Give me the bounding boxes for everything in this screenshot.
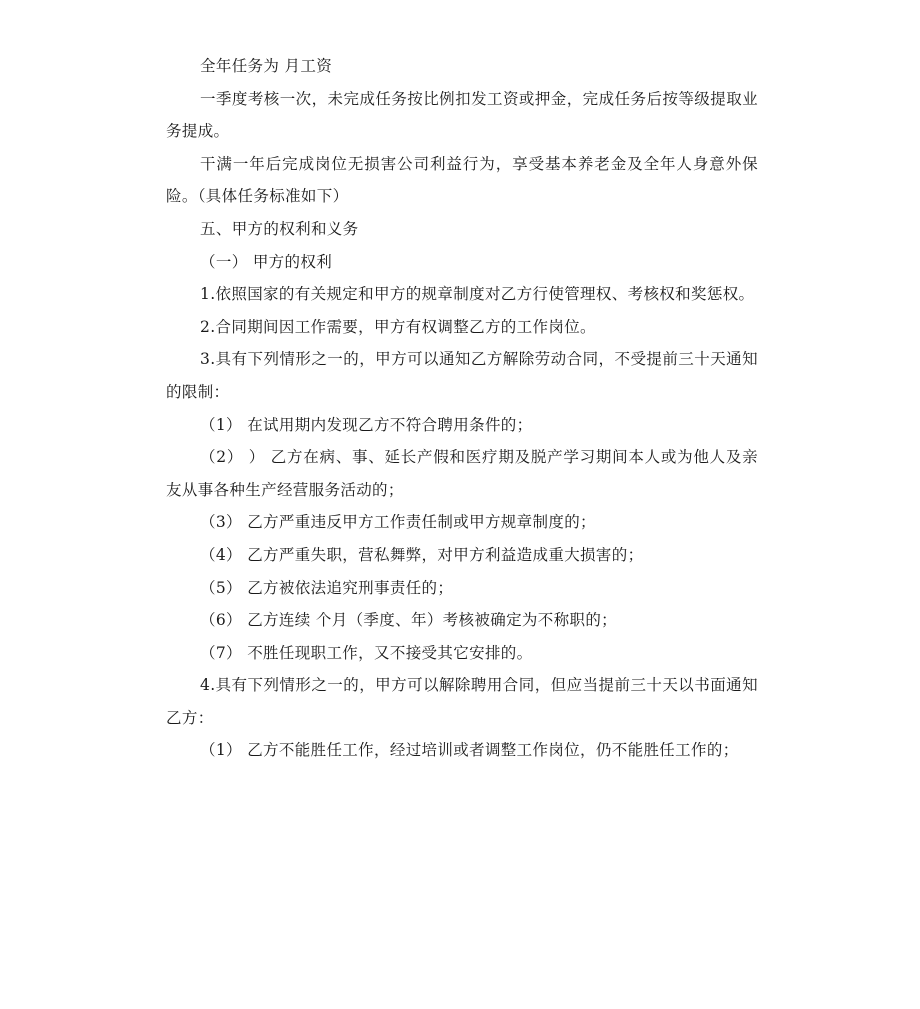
clause-3-item-5: （5） 乙方被依法追究刑事责任的； [200,578,454,597]
clause-4-item-1: （1） 乙方不能胜任工作，经过培训或者调整工作岗位，仍不能胜任工作的； [200,741,739,760]
document-body [166,50,758,767]
clause-3-termination-without-notice: 3.具有下列情形之一的，甲方可以通知乙方解除劳动合同，不受提前三十天通知的限制： [166,350,758,401]
clause-3-item-1: （1） 在试用期内发现乙方不符合聘用条件的； [200,415,533,434]
paragraph-quarterly-assessment: 一季度考核一次，未完成任务按比例扣发工资或押金，完成任务后按等级提取业务提成。 [166,89,758,141]
clause-2-adjust-position: 2.合同期间因工作需要，甲方有权调整乙方的工作岗位。 [200,317,596,336]
clause-3-item-3: （3） 乙方严重违反甲方工作责任制或甲方规章制度的； [200,513,596,532]
section-heading-party-a-rights-duties: 五、甲方的权利和义务 [200,219,359,238]
clause-3-item-6: （6） 乙方连续 个月（季度、年）考核被确定为不称职的； [200,611,618,630]
clause-3-item-2: （2） ） 乙方在病、事、延长产假和医疗期及脱产学习期间本人或为他人及亲友从事各种生产经营服务活动的； [166,448,758,499]
paragraph-annual-benefits: 干满一年后完成岗位无损害公司利益行为，享受基本养老金及全年人身意外保险。（具体任务标准如下） [166,154,758,206]
clause-1-management-rights: 1.依照国家的有关规定和甲方的规章制度对乙方行使管理权、考核权和奖惩权。 [200,285,755,304]
subsection-heading-party-a-rights: （一） 甲方的权利 [200,252,333,271]
clause-3-item-7: （7） 不胜任现职工作，又不接受其它安排的。 [200,643,533,662]
clause-4-termination-with-notice: 4.具有下列情形之一的，甲方可以解除聘用合同，但应当提前三十天以书面通知乙方： [166,676,758,727]
clause-3-item-4: （4） 乙方严重失职，营私舞弊，对甲方利益造成重大损害的； [200,545,644,564]
paragraph-annual-task: 全年任务为 月工资 [200,57,333,75]
